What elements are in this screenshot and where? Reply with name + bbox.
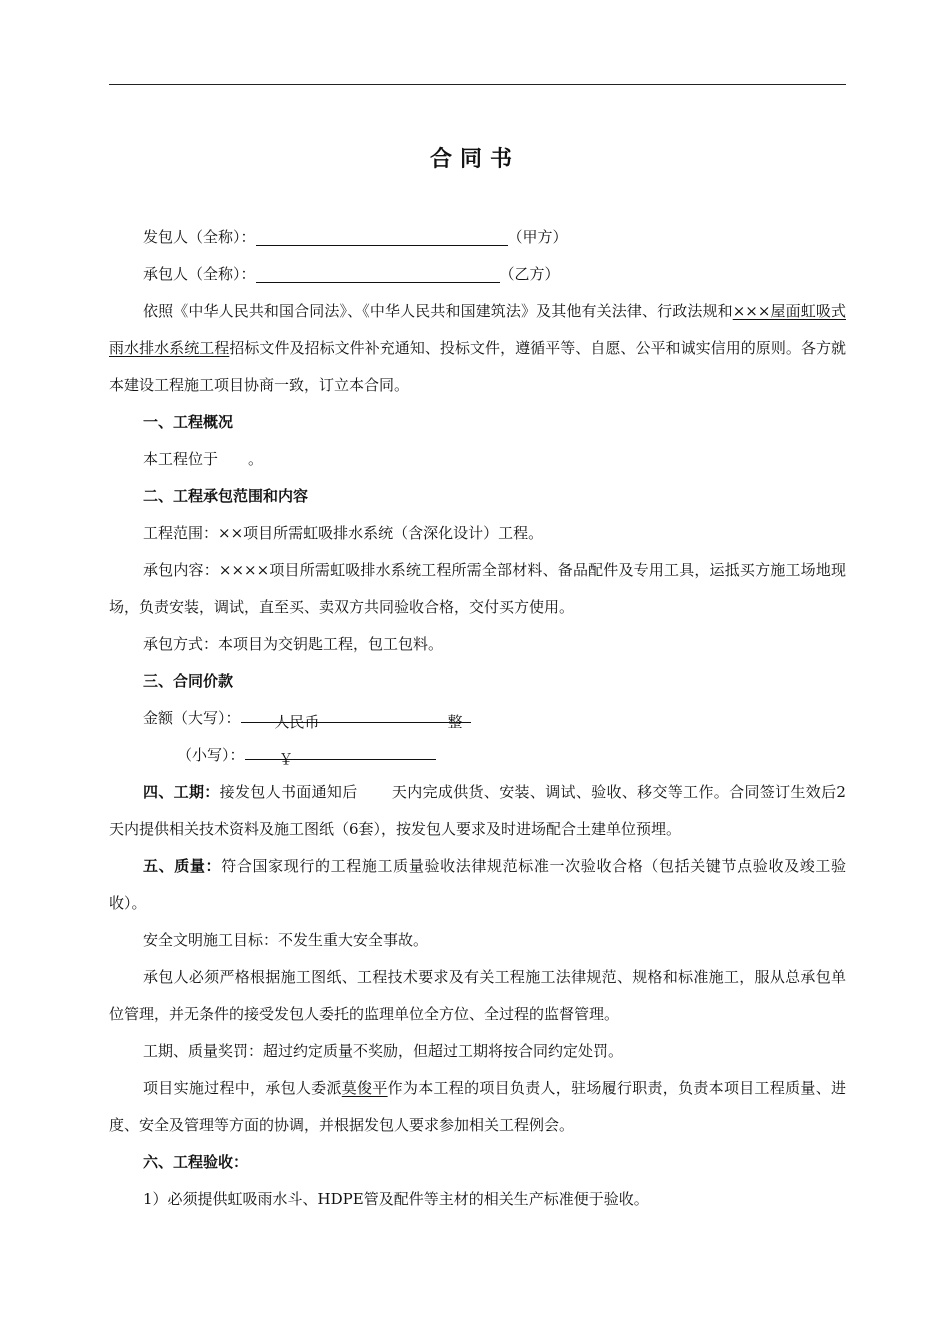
acceptance-item-1: 1）必须提供虹吸雨水斗、HDPE管及配件等主材的相关生产标准便于验收。 [143,1190,649,1208]
amount-upper-currency: 人民币 [274,713,320,731]
intro-paragraph [109,293,846,404]
contract-content: 承包内容：××××项目所需虹吸排水系统工程所需全部材料、备品配件及专用工具，运抵买方施工场地现场，负责安装，调试，直至买、卖双方共同验收合格，交付买方使用。 [109,561,846,616]
intro-text-2: 招标文件及招标文件补充通知、投标文件，遵循平等、自愿、公平和诚实信用的原则。各方就本建设工程施工项目协商一致，订立本合同。 [109,339,846,394]
amount-upper-suffix: 整 [447,713,463,731]
contractor-line [109,256,846,293]
reward-penalty: 工期、质量奖罚：超过约定质量不奖励，但超过工期将按合同约定处罚。 [143,1042,624,1060]
contract-body [109,219,846,1218]
project-scope: 工程范围：××项目所需虹吸排水系统（含深化设计）工程。 [143,524,544,542]
employer-suffix: （甲方） [507,228,568,246]
employer-name-field[interactable] [256,227,508,246]
contract-method: 承包方式：本项目为交钥匙工程，包工包料。 [143,635,444,653]
amount-upper-field[interactable] [241,704,471,731]
project-manager-paragraph [109,1070,846,1144]
header-rule [109,84,846,85]
contractor-label: 承包人（全称）： [143,265,256,283]
amount-lower-line [109,737,846,774]
section4-text-a: 接发包人书面通知后 [219,783,358,801]
section5-heading: 五、质量： [143,857,222,875]
employer-label: 发包人（全称）： [143,228,256,246]
project-name: ×××屋面虹吸式雨水排水系统工程 [109,302,846,357]
amount-lower-label: （小写）： [177,746,245,764]
amount-lower-field[interactable] [245,741,436,768]
section2-heading: 二、工程承包范围和内容 [143,487,309,505]
safety-target: 安全文明施工目标：不发生重大安全事故。 [143,931,429,949]
manager-text-b: 作为本工程的项目负责人，驻场履行职责，负责本项目工程质量、进度、安全及管理等方面的协调，并根据发包人要求参加相关工程例会。 [109,1079,846,1134]
manager-name: 莫俊平 [341,1079,388,1097]
contractor-suffix: （乙方） [499,265,560,283]
project-location: 本工程位于 。 [143,450,264,468]
section4-paragraph [109,774,846,848]
amount-upper-label: 金额（大写）： [143,709,241,727]
employer-line [109,219,846,256]
amount-upper-line [109,700,846,737]
manager-text-a: 项目实施过程中，承包人委派 [143,1079,342,1097]
contractor-name-field[interactable] [256,264,500,283]
contractor-obligation: 承包人必须严格根据施工图纸、工程技术要求及有关工程施工法律规范、规格和标准施工，服从总承包单位管理，并无条件的接受发包人委托的监理单位全方位、全过程的监督管理。 [109,968,846,1023]
intro-text-1: 依照《中华人民共和国合同法》、《中华人民共和国建筑法》及其他有关法律、行政法规和 [143,302,733,320]
section3-heading: 三、合同价款 [143,672,234,690]
section6-heading: 六、工程验收： [143,1153,249,1171]
section4-text-b: 天内完成供货、安装、调试、验收、移交等工作。合同签订生效后2天内提供相关技术资料及施工图纸（6套），按发包人要求及时进场配合土建单位预埋。 [109,783,846,838]
section1-heading: 一、工程概况 [143,413,234,431]
section5-paragraph [109,848,846,922]
section4-heading: 四、工期： [143,783,220,801]
section5-text: 符合国家现行的工程施工质量验收法律规范标准一次验收合格（包括关键节点验收及竣工验收）。 [109,857,846,912]
page-title: 合同书 [429,147,520,172]
amount-lower-symbol: ￥ [278,750,294,768]
